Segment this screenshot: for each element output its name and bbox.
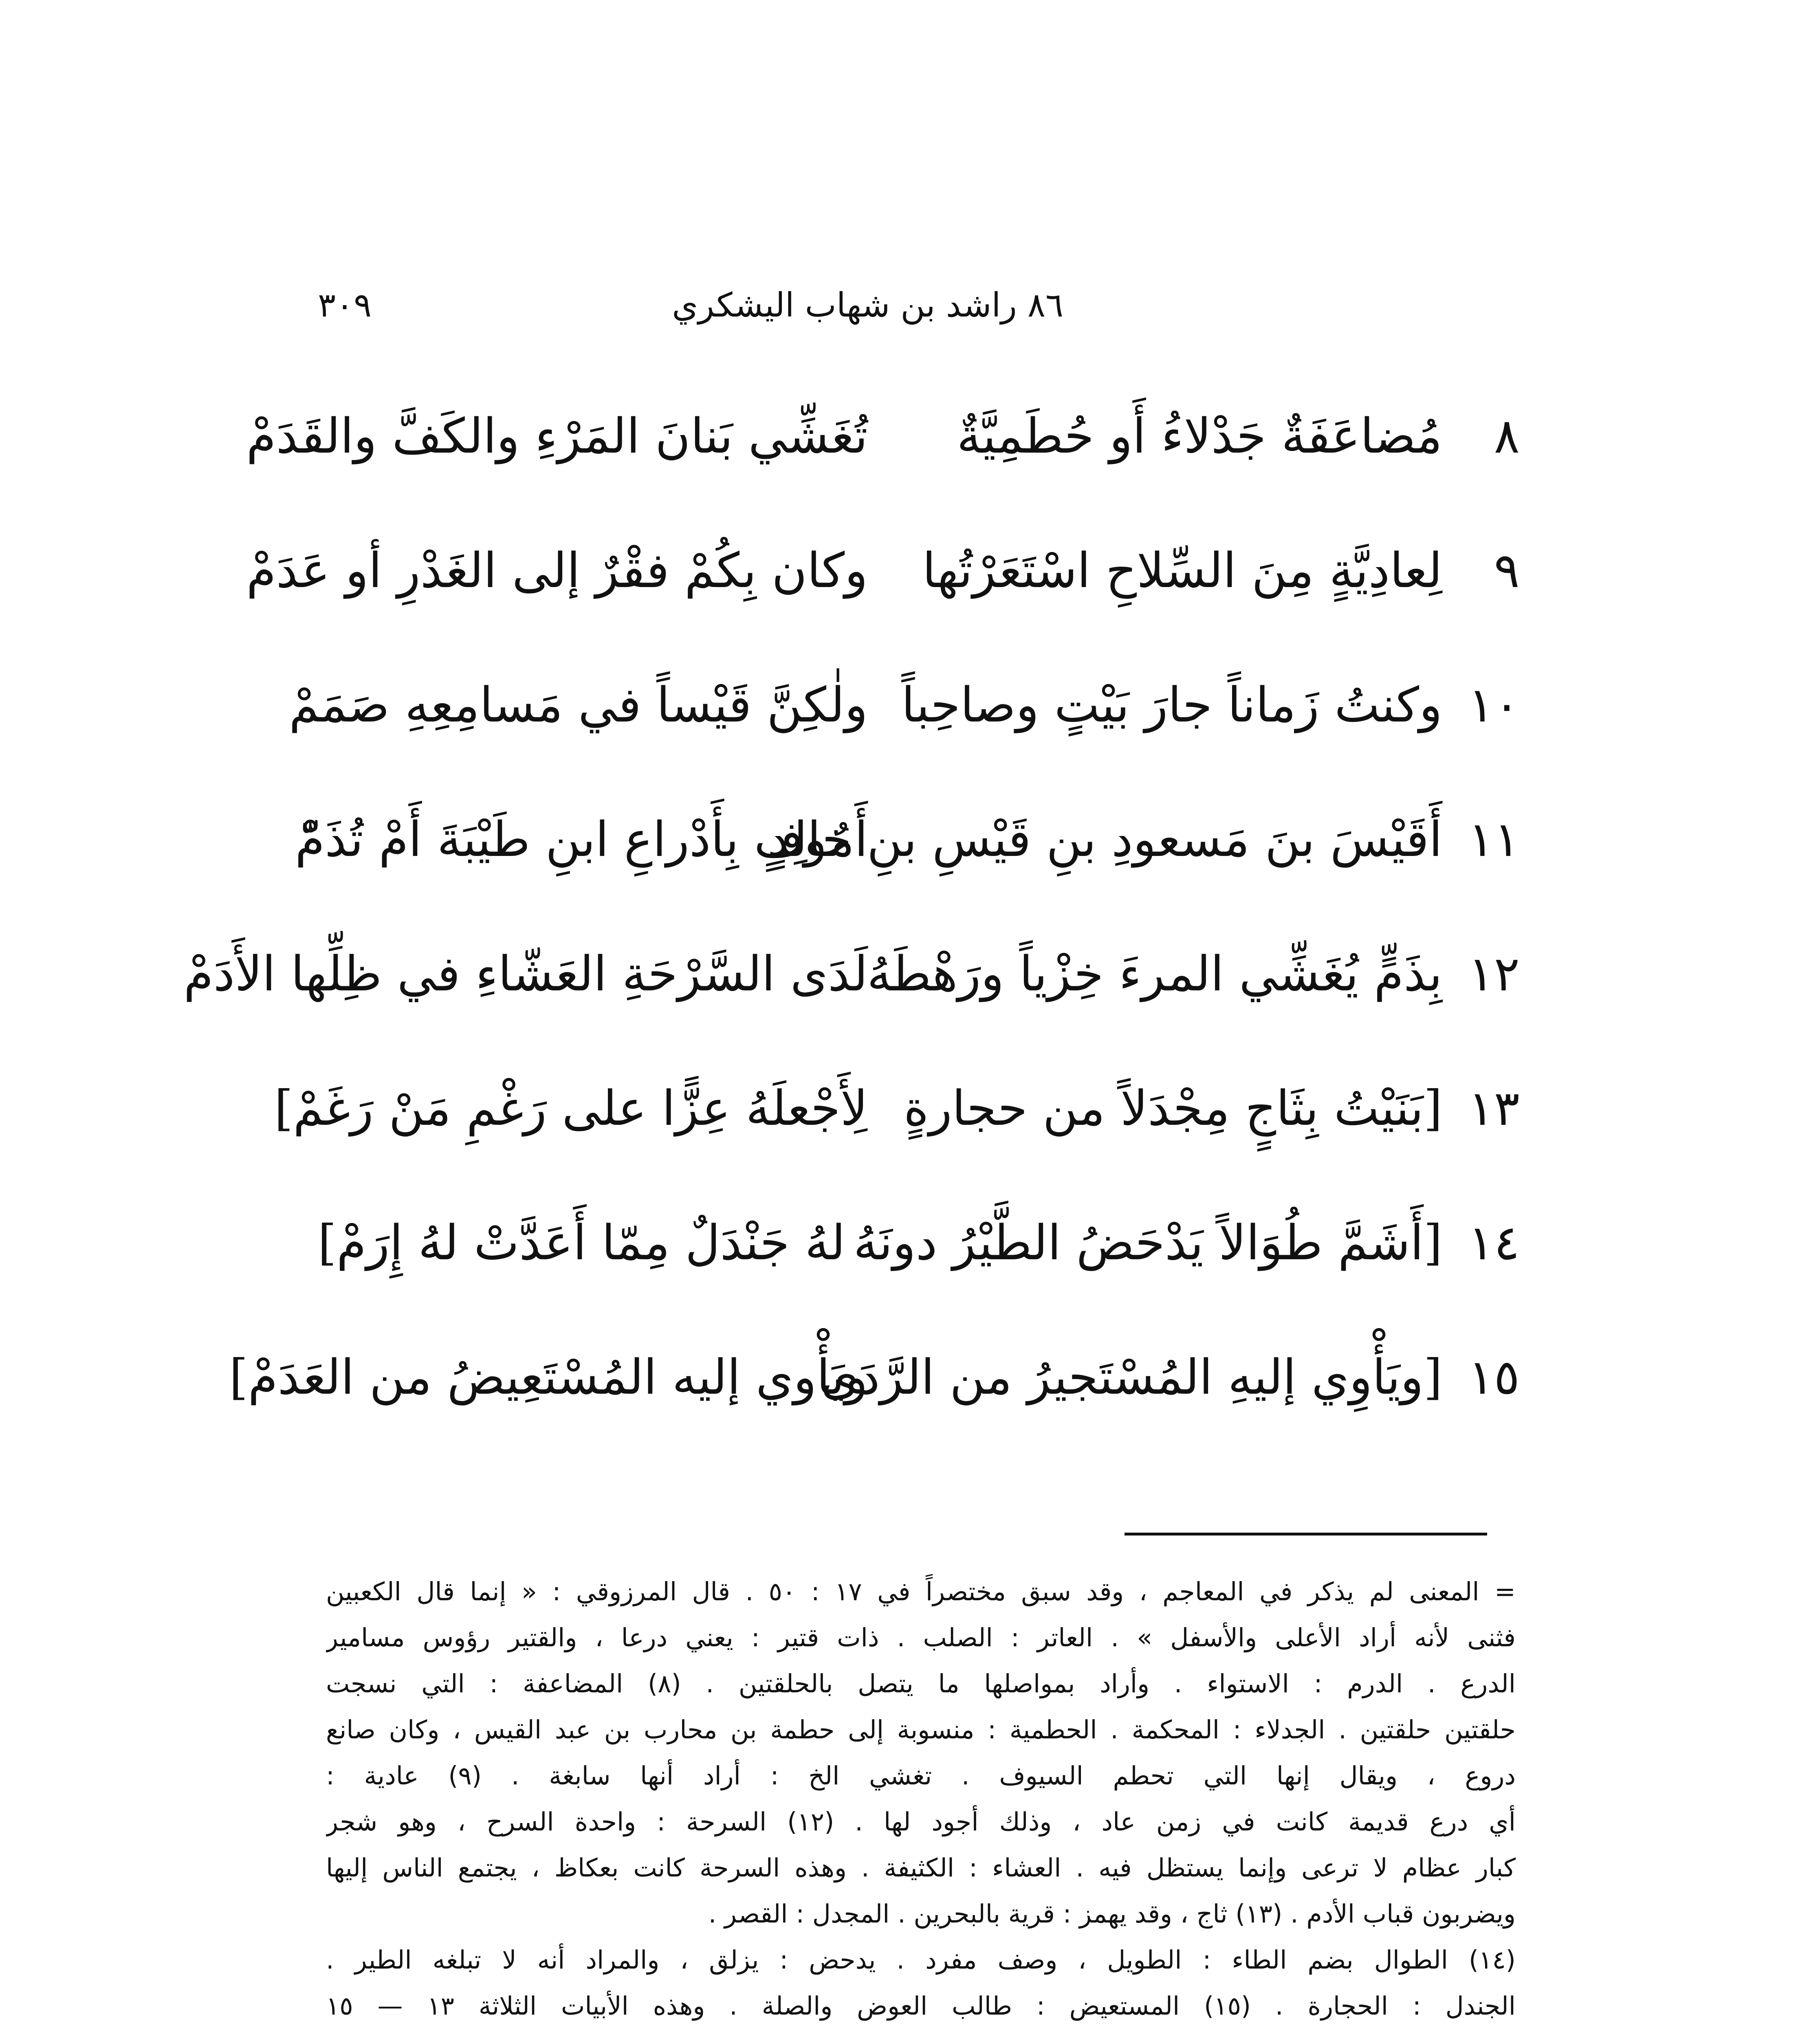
second-hemistich: لهُ جَنْدَلٌ مِمّا أَعَدَّتْ لهُ إِرَمْ] (318, 1214, 845, 1271)
second-hemistich: أَمُوفٍ بِأَدْراعِ ابنِ طَيْبَةَ أَمْ تُذَمّْ (295, 811, 868, 867)
verse-number: ١٢ (1468, 946, 1520, 1002)
footnote-line: ويضربون قباب الأدم . (١٣) ثاج ، وقد يهمز : قرية بالبحرين . المجدل : القصر . (708, 1899, 1516, 1929)
second-hemistich: ولٰكِنَّ قَيْساً في مَسامِعِهِ صَمَمْ (289, 677, 868, 733)
second-hemistich: لِأَجْعلَهُ عِزًّا على رَغْمِ مَنْ رَغَمْ] (274, 1080, 868, 1136)
footnotes (326, 1568, 1516, 2037)
footnote-line: = المعنى لم يذكر في المعاجم ، وقد سبق مختصراً في ١٧ : ٥٠ . قال المرزوقي : « إنما قال الكعبين (326, 1577, 1516, 1606)
verse-line (274, 1059, 1520, 1194)
verse-line (295, 790, 1520, 925)
footnote-line: حلقتين حلقتين . الجدلاء : المحكمة . الحطمية : منسوبة إلى حطمة بن محارب بن عبد القيس ، وكان صانع (326, 1715, 1516, 1744)
verse-number: ٩ (1494, 542, 1520, 598)
second-hemistich: وكان بِكُمْ فقْرٌ إلى الغَدْرِ أو عَدَمْ (246, 542, 868, 598)
page-number: ٣٠٩ (318, 286, 372, 325)
footnote-divider (1125, 1533, 1487, 1535)
verse-line (246, 387, 1520, 521)
first-hemistich: [ويَأْوِي إليهِ المُسْتَجيرُ من الرَّدَى (821, 1349, 1442, 1405)
verse-number: ١٥ (1468, 1349, 1520, 1405)
footnote-line: دروع ، ويقال إنها التي تحطم السيوف . تغشي الخ : أراد أنها سابغة . (٩) عادية : (326, 1761, 1516, 1791)
verse-line (229, 1328, 1520, 1463)
second-hemistich: تُغَشِّي بَنانَ المَرْءِ والكَفَّ والقَدَمْ (246, 408, 868, 464)
first-hemistich: [أَشَمَّ طُوَالاً يَدْحَضُ الطَّيْرُ دونَهُ (853, 1214, 1442, 1271)
first-hemistich: بِذَمٍّ يُغَشِّي المرءَ خِزْياً ورَهْطَهُ (867, 946, 1442, 1002)
verse-number: ١١ (1468, 811, 1520, 867)
verse-number: ١٤ (1468, 1214, 1520, 1271)
footnote-line: كبار عظام لا ترعى وإنما يستظل فيه . العشاء : الكثيفة . وهذه السرحة كانت بعكاظ ، يجتمع الناس إليها (326, 1853, 1516, 1883)
footnote-line: فثنى لأنه أراد الأعلى والأسفل » . العاتر : الصلب . ذات قتير : يعني درعا ، والقتير رؤوس مسامير (326, 1623, 1516, 1652)
footnote-line: أي درع قديمة كانت في زمن عاد ، وذلك أجود لها . (١٢) السرحة : واحدة السرح ، وهو شجر (326, 1807, 1516, 1837)
first-hemistich: مُضاعَفَةٌ جَدْلاءُ أَو حُطَمِيَّةٌ (957, 408, 1442, 464)
verse-line (289, 656, 1520, 790)
verse-line (183, 925, 1520, 1059)
footnote-line: الدرع . الدرم : الاستواء . وأراد بمواصلها ما يتصل بالحلقتين . (٨) المضاعفة : التي نسجت (326, 1669, 1516, 1698)
verse-number: ١٠ (1468, 677, 1520, 733)
verse-line (318, 1194, 1520, 1328)
footnote-line (326, 2029, 1516, 2037)
second-hemistich: ويَأْوي إليه المُسْتَعِيضُ من العَدَمْ] (229, 1349, 868, 1405)
verse-number: ١٣ (1468, 1080, 1520, 1136)
second-hemistich: لَدَى السَّرْحَةِ العَشّاءِ في ظِلِّها الأَدَمْ (183, 946, 868, 1002)
verse-line (246, 521, 1520, 656)
first-hemistich: وكنتُ زَماناً جارَ بَيْتٍ وصاحِباً (901, 677, 1442, 733)
poem (183, 387, 1520, 1463)
footnote-line: (١٤) الطوال بضم الطاء : الطويل ، وصف مفرد . يدحض : يزلق ، والمراد أنه لا تبلغه الطير . (326, 1945, 1516, 1975)
first-hemistich: لِعادِيَّةٍ مِنَ السِّلاحِ اسْتَعَرْتُها (922, 542, 1442, 598)
page-header (318, 281, 1520, 334)
first-hemistich: [بَنَيْتُ بِثَاجٍ مِجْدَلاً من حجارةٍ (903, 1080, 1442, 1136)
first-hemistich: أَقَيْسَ بنَ مَسعودِ بنِ قَيْسِ بنِ خالِدٍ (767, 811, 1442, 867)
verse-number: ٨ (1494, 408, 1520, 464)
footnote-line: الجندل : الحجارة . (١٥) المستعيض : طالب العوض والصلة . وهذه الأبيات الثلاثة ١٣ — ١٥ (326, 1991, 1516, 2021)
running-title: ٨٦ راشد بن شهاب اليشكري (672, 286, 1063, 325)
